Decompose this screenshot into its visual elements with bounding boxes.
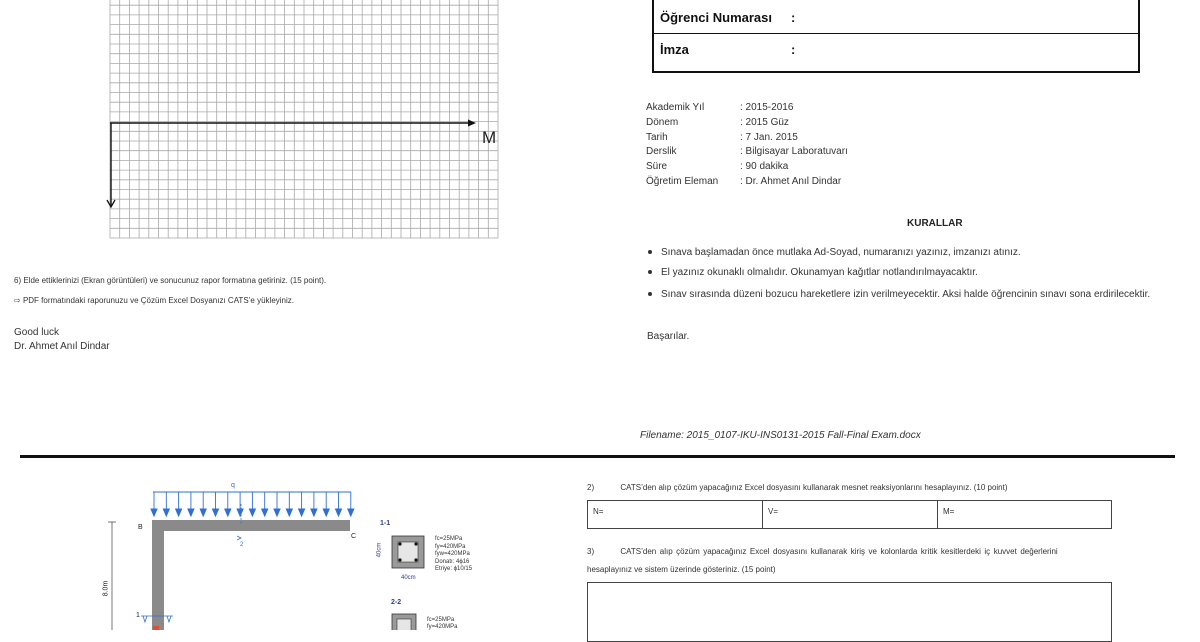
load-arrow-head [299, 509, 305, 516]
signature-colon: : [791, 42, 796, 57]
load-label: q [231, 482, 235, 489]
rule-item: Sınava başlamadan önce mutlaka Ad-Soyad, numaranızı yazınız, imzanızı atınız. [648, 247, 1021, 258]
load-arrow-head [249, 509, 255, 516]
meta-row: Öğretim Eleman : Dr. Ahmet Anıl Dindar [646, 175, 842, 187]
signature-label: İmza [660, 42, 689, 57]
node-b-label: B [138, 524, 143, 531]
cell-n[interactable]: N= [588, 501, 763, 528]
column [152, 520, 164, 630]
load-arrow-head [311, 509, 317, 516]
load-arrow-head [225, 509, 231, 516]
task-6-sub-text: PDF formatındaki raporunuzu ve Çözüm Excel Dosyanızı CATS’e yükleyiniz. [22, 296, 295, 305]
page-divider [20, 455, 1175, 458]
meta-row: Süre : 90 dakika [646, 161, 789, 173]
load-arrow-head [163, 509, 169, 516]
signature-row [654, 39, 1138, 72]
load-arrow-head [200, 509, 206, 516]
section-2-2-label: 2-2 [391, 599, 402, 606]
question-3-text-2: hesaplayınız ve sistem üzerinde gösteriniz. (15 point) [587, 565, 776, 574]
task-6-sub [14, 296, 294, 305]
meta-row: Akademik Yıl : 2015-2016 [646, 102, 794, 113]
student-info-box [652, 0, 1140, 73]
bullet-icon [648, 292, 652, 296]
node-c-label: C [351, 533, 357, 540]
bullet-icon [648, 250, 652, 254]
task-6-text: 6) Elde ettiklerinizi (Ekran görüntüleri) ve sonucunuz rapor formatına getiriniz. (15 point). [14, 276, 327, 285]
student-number-colon: : [791, 10, 796, 25]
cell-v[interactable]: V= [763, 501, 938, 528]
height-label: 8.0m [102, 580, 110, 597]
bullet-icon [648, 270, 652, 274]
internal-forces-answer-box[interactable] [587, 582, 1112, 642]
section-mark-2: 2 [240, 542, 244, 548]
question-3-text-1: CATS’den alıp çözüm yapacağınız Excel dosyasını kullanarak kiriş ve kolonlarda kritik kesitlerdeki iç kuvvet değerlerini [620, 547, 1058, 556]
question-3 [587, 547, 1058, 556]
section-dim-width: 40cm [401, 575, 416, 581]
section-1-1-label: 1-1 [380, 520, 391, 527]
reactions-table [587, 500, 1112, 529]
good-luck-text: Good luck [14, 327, 60, 338]
author-text: Dr. Ahmet Anıl Dindar [14, 341, 110, 352]
m-axis-arrow [468, 120, 476, 127]
load-arrow-head [176, 509, 182, 516]
rules-title: KURALLAR [907, 218, 963, 229]
load-arrow-head [286, 509, 292, 516]
closing-text: Başarılar. [647, 331, 690, 342]
student-number-label: Öğrenci Numarası [660, 10, 772, 25]
student-number-row [654, 0, 1138, 34]
load-arrow-head [262, 509, 268, 516]
exam-meta-table [646, 101, 848, 190]
section-1-1-props: fc=25MPa fy=420MPa fyw=420MPa Donatı: 4ϕ16 Etriye: ϕ10/15 [435, 536, 473, 573]
answer-grid [100, 0, 510, 245]
section-mark-1: 1 [136, 612, 140, 619]
rule-item: Sınav sırasında düzeni bozucu hareketlere izin verilmeyecektir. Aksi halde öğrencinin sınavı sona erdirilecektir. [648, 289, 1150, 300]
question-3-number: 3) [587, 547, 595, 556]
rule-item: El yazınız okunaklı olmalıdır. Okunamyan kağıtlar notlandırılmayacaktır. [648, 267, 978, 278]
question-2 [587, 483, 1008, 492]
beam [152, 520, 350, 531]
meta-row: Derslik : Bilgisayar Laboratuvarı [646, 146, 848, 158]
load-arrow-head [274, 509, 280, 516]
load-arrow-head [213, 509, 219, 516]
load-arrow-head [237, 509, 243, 516]
load-arrow-head [151, 509, 157, 516]
load-arrow-head [348, 509, 354, 516]
question-2-number: 2) [587, 483, 595, 492]
load-arrow-head [188, 509, 194, 516]
meta-row: Dönem : 2015 Güz [646, 116, 789, 128]
section-dim-height: 40cm [376, 542, 383, 558]
meta-row: Tarih : 7 Jan. 2015 [646, 131, 798, 143]
question-2-text: CATS’den alıp çözüm yapacağınız Excel dosyasını kullanarak mesnet reaksiyonlarını hesaplayınız. (10 point) [620, 483, 1008, 492]
filename-text: Filename: 2015_0107-IKU-INS0131-2015 Fall-Final Exam.docx [640, 430, 921, 441]
load-arrow-head [323, 509, 329, 516]
section-2-2-props: fc=25MPa fy=420MPa [427, 617, 458, 630]
m-axis-label: M [482, 128, 497, 147]
arrow-icon: ⇨ [14, 296, 21, 305]
load-arrow-head [336, 509, 342, 516]
cell-m[interactable]: M= [943, 507, 955, 516]
